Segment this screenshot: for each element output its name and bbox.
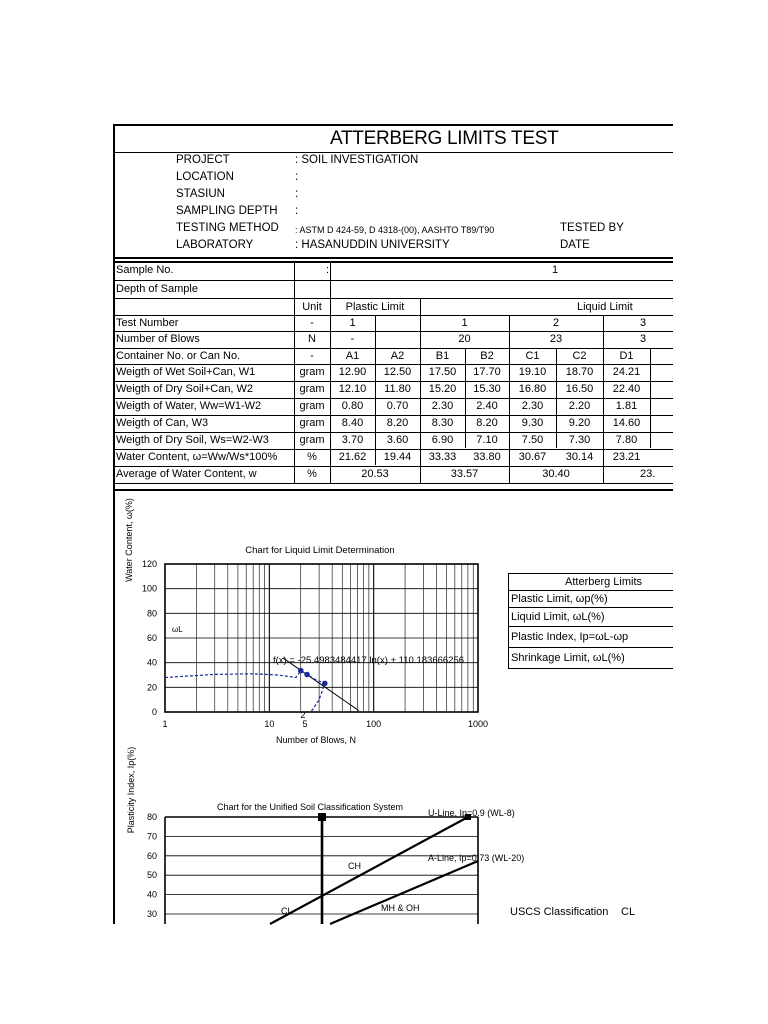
ll-cell: 8.20 [476,417,498,429]
ll-cell: 3 [640,333,647,345]
row-label: Weigth of Water, Ww=W1-W2 [116,400,262,412]
unit-header: Unit [302,301,322,313]
uscs-y-tick-label: 30 [146,909,157,919]
row-label: Number of Blows [116,333,200,345]
pl-cell: 3.70 [341,434,364,446]
ll-tick-label-2: 2 [300,710,306,720]
pl-cell: 12.90 [338,366,367,378]
ll-cell: 17.50 [428,366,457,378]
ll-cell: C1 [525,350,540,362]
project-value: : SOIL INVESTIGATION [295,154,419,166]
ll-cell: 8.30 [431,417,454,429]
ll-cell: 6.90 [431,434,454,446]
pl-cell: 0.80 [341,400,364,412]
ll-cell: 2.30 [431,400,454,412]
ll-y-tick-label: 40 [146,657,157,668]
pl-cell: 20.53 [361,468,389,480]
ll-cell: 17.70 [473,366,501,378]
ll-cell: 1 [461,317,468,329]
ll-x-tick-labels [162,719,488,729]
ll-y-tick-label: 20 [146,682,157,693]
limits-box-top [508,573,673,574]
testing-method-value: : ASTM D 424-59, D 4318-(00), AASHTO T89/T90 [295,225,495,235]
sampling-depth-label: SAMPLING DEPTH [176,205,278,217]
depth-of-sample-label: Depth of Sample [116,283,198,295]
ll-cell: 23.21 [612,451,641,463]
ll-cell: 30.40 [542,468,570,480]
ll-tick-label-5: 5 [302,719,308,729]
uscs-y-axis-label: Plasticity Index, Ip(%) [126,746,136,834]
pl-cell: 11.80 [384,383,411,395]
uscs-y-tick-label: 70 [146,831,157,842]
ll-x-tick-label: 1 [162,719,168,729]
uscs-u-line-label: U-Line, Ip=0.9 (WL-8) [428,808,515,818]
row-unit: gram [299,383,325,395]
uscs-y-tick-label: 60 [146,850,157,861]
ll-cell: B1 [435,350,450,362]
liquid-limit-header: Liquid Limit [577,301,633,313]
date-label: DATE [560,239,590,251]
ll-x-tick-label: 100 [366,719,382,729]
laboratory-label: LABORATORY [176,239,254,251]
limits-box-left [508,573,509,669]
pl-cell: 8.20 [386,417,409,429]
ll-cell: 7.10 [476,434,498,446]
project-label: PROJECT [176,154,230,166]
ll-x-tick-label: 10 [264,719,275,729]
ll-cell: B2 [480,350,494,362]
ll-cell: 16.50 [565,383,594,395]
ll-data-point [298,668,304,674]
tested-by-label: TESTED BY [560,222,624,234]
ll-cell: 22.40 [612,383,641,395]
ll-x-tick-label: 1000 [467,719,489,729]
ll-cell: 16.80 [518,383,547,395]
ll-cell: 2.40 [476,400,498,412]
row-label: Weigth of Dry Soil+Can, W2 [116,383,254,395]
ll-data-point [304,672,310,678]
pl-cell: 0.70 [386,400,409,412]
ll-cell: 33.80 [473,451,501,463]
ll-cell: 2 [552,317,560,329]
uscs-y-tick-label: 50 [146,870,157,881]
ll-cell: D1 [619,350,634,362]
limits-plastic-index-label: Plastic Index, Ip=ωL-ωp [511,631,629,643]
uscs-a-line-label: A-Line, Ip=0.73 (WL-20) [428,853,525,863]
ll-cell: 18.70 [565,366,594,378]
pl-cell: 12.10 [338,383,367,395]
ll-y-tick-label: 60 [146,633,157,643]
limits-box-bottom [508,668,673,669]
stasiun-value: : [295,188,299,200]
ll-y-tick-label: 100 [141,583,157,594]
ll-cell: 15.30 [473,383,501,395]
ll-cell: 7.30 [568,434,591,446]
row-unit: % [307,451,317,463]
ll-y-tick-label: 0 [151,707,157,717]
pl-cell: 1 [349,317,356,329]
row-label: Test Number [116,317,179,329]
uscs-chart-body [147,812,478,924]
row-unit: % [307,468,317,480]
ll-x-axis-label: Number of Blows, N [275,735,357,745]
ll-y-tick-label: 80 [146,608,157,619]
row-label: Weigth of Wet Soil+Can, W1 [116,366,256,378]
limits-box-row1-divider [508,607,673,608]
pl-cell: 21.62 [338,451,367,463]
ll-data-point [322,681,328,687]
limits-box-title-divider [508,590,673,591]
ll-cell: 1.81 [615,400,638,412]
row-label: Weigth of Dry Soil, Ws=W2-W3 [116,434,269,446]
uscs-classification-label: USCS Classification [510,906,609,918]
pl-cell: A1 [345,350,360,362]
row-unit: gram [299,366,325,378]
laboratory-value: : HASANUDDIN UNIVERSITY [295,239,450,251]
row-unit: - [310,350,314,362]
ll-cell: 3 [640,317,647,329]
ll-cell: 9.20 [568,417,591,429]
row-label: Average of Water Content, w [116,468,257,480]
uscs-chart-title: Chart for the Unified Soil Classification System [216,802,404,812]
stasiun-label: STASIUN [176,188,225,200]
row-unit: gram [299,417,325,429]
page-title: ATTERBERG LIMITS TEST [330,128,559,149]
limits-box-title: Atterberg Limits [565,576,643,588]
location-value: : [295,171,299,183]
ll-cell: 15.20 [428,383,457,395]
ll-cell: 7.50 [521,434,544,446]
ll-cell: 23 [549,333,563,345]
ll-cell: 33.33 [428,451,457,463]
sample-no-label: Sample No. [116,264,174,276]
location-label: LOCATION [176,171,234,183]
ll-cell: 30.14 [565,451,594,463]
ll-trend-equation: f(x) = -25.4983484417 ln(x) + 110.183666256 [273,655,465,666]
ll-gridlines [165,564,478,712]
ll-cell: C2 [572,350,587,362]
row-label: Weigth of Can, W3 [116,417,209,429]
sample-no-colon: : [326,264,330,276]
row-unit: gram [299,400,325,412]
ll-cell: 23. [640,468,656,480]
row-unit: N [308,333,316,345]
limits-shrinkage-limit-label: Shrinkage Limit, ωL(%) [511,652,625,664]
sample-no-value: 1 [552,264,559,276]
ll-y-tick-label: 120 [141,559,157,569]
pl-cell: 8.40 [341,417,364,429]
ll-series [165,658,359,712]
pl-cell: 19.44 [383,451,412,463]
uscs-y-tick-label: 80 [146,812,157,822]
uscs-wl50-marker [318,813,326,821]
ll-cell: 30.67 [518,451,547,463]
pl-cell: A2 [390,350,405,362]
uscs-zone-cl: CL [281,906,293,916]
sampling-depth-value: : [295,205,299,217]
row-label: Container No. or Can No. [116,350,241,362]
pl-cell: - [350,333,355,345]
uscs-classification-value: CL [621,906,636,918]
ll-cell: 2.20 [568,400,591,412]
row-unit: gram [299,434,325,446]
limits-liquid-limit-label: Liquid Limit, ωL(%) [511,611,605,623]
ll-cell: 20 [458,333,471,345]
ll-cell: 14.60 [612,417,641,429]
ll-y-tick-labels [142,559,157,717]
uscs-y-tick-label: 40 [146,889,157,900]
testing-method-label: TESTING METHOD [176,222,279,234]
ll-chart-title: Chart for Liquid Limit Determination [245,545,395,556]
limits-box-row3-divider [508,647,673,648]
ll-cell: 7.80 [615,434,638,446]
row-unit: - [310,317,314,329]
ll-cell: 24.21 [612,366,641,378]
ll-cell: 33.57 [450,468,479,480]
uscs-zone-ch: CH [348,861,361,871]
ll-wl-label: ωL [172,625,183,634]
plastic-limit-header: Plastic Limit [345,301,405,313]
limits-box-row2-divider [508,626,673,627]
ll-cell: 9.30 [521,417,544,429]
ll-y-axis-label: Water Content, ω(%) [124,498,134,582]
pl-cell: 12.50 [383,366,412,378]
pl-cell: 3.60 [386,434,409,446]
row-label: Water Content, ω=Ww/Ws*100% [116,451,278,463]
uscs-zone-mh-oh: MH & OH [381,903,420,913]
ll-cell: 2.30 [521,400,544,412]
limits-plastic-limit-label: Plastic Limit, ωp(%) [511,593,608,605]
ll-cell: 19.10 [518,366,547,378]
